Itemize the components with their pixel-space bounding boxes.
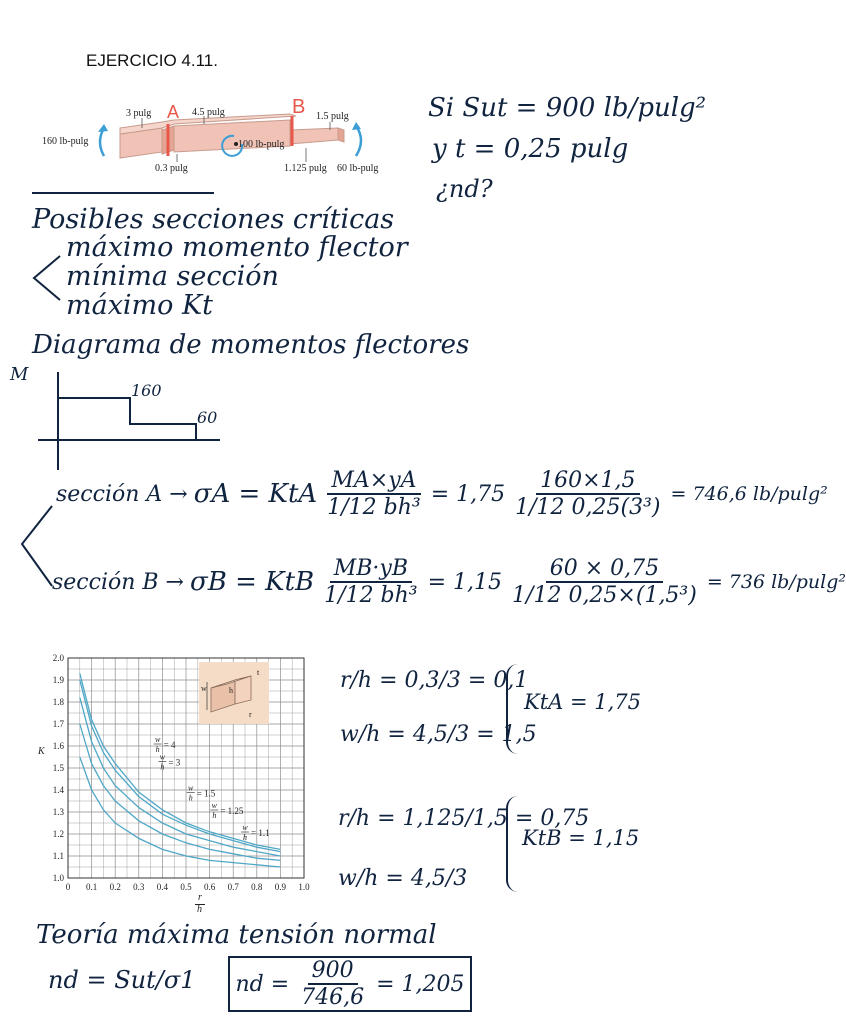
curve-label-w: w — [242, 823, 248, 832]
dim-1125pulg: 1.125 pulg — [284, 163, 327, 174]
curve-label-value: = 1.5 — [196, 788, 216, 799]
moment-axis-label: M — [10, 364, 29, 385]
x-tick-label: 0.8 — [251, 882, 263, 892]
x-tick-label: 0.1 — [85, 882, 98, 892]
inset-h: h — [229, 686, 233, 695]
label-a: A — [167, 102, 180, 122]
section-a-frac2: $\frac{160\times 1,5}{\text{1/12 0,25(3³)}}$ — [515, 468, 661, 520]
y-tick-label: 1.7 — [52, 719, 64, 729]
section-b-frac1: $\frac{MB\cdot yB}{\text{1/12 bh³}}$ — [324, 556, 418, 608]
divider — [32, 192, 214, 194]
kt-chart-svg — [34, 648, 316, 916]
critical-item-1: máximo momento flector — [66, 232, 408, 263]
page-title: EJERCICIO 4.11. — [86, 51, 218, 70]
kt-ylabel: K — [38, 746, 45, 757]
curve-label-h: h — [212, 811, 217, 820]
y-tick-label: 1.9 — [52, 675, 64, 685]
curve-label-h: h — [243, 833, 247, 842]
section-b-result: = 736 lb/pulg² — [706, 571, 846, 593]
y-tick-label: 1.4 — [52, 785, 64, 795]
load-left: 160 lb-pulg — [42, 136, 89, 147]
x-tick-label: 0.5 — [180, 882, 192, 892]
curve-label-h: h — [188, 793, 193, 803]
y-tick-label: 1.6 — [52, 741, 64, 751]
kt-a-value: KtA = 1,75 — [524, 690, 641, 714]
label-b: B — [292, 96, 306, 118]
x-tick-label: 1.0 — [298, 882, 310, 892]
curve-label-value: = 4 — [163, 740, 176, 750]
right-moment-arrow — [356, 126, 361, 156]
curve-label-w: w — [211, 801, 217, 810]
section-b-row — [52, 556, 846, 608]
section-a-label: sección A → — [56, 481, 188, 507]
section-a-result: = 746,6 lb/pulg² — [670, 483, 828, 505]
x-tick-label: 0 — [65, 882, 71, 892]
section-a-frac1: $\frac{MA\times yA}{\text{1/12 bh³}}$ — [327, 468, 421, 520]
y-tick-label: 1.2 — [52, 829, 64, 839]
critical-heading: Posibles secciones críticas — [32, 204, 395, 235]
section-a-eq1: = 1,75 — [430, 481, 506, 507]
kt-curve-3 — [80, 724, 281, 860]
ratio-a-wh: w/h = 4,5/3 = 1,5 — [340, 722, 537, 747]
x-tick-label: 0.9 — [274, 882, 287, 892]
kt-xlabel-den: h — [197, 904, 202, 915]
left-moment-arrow — [100, 128, 104, 156]
theory-result-frac: $\frac{900}{746,6}$ — [301, 958, 365, 1010]
section-a-lhs: σA = KtA — [193, 479, 318, 509]
kt-chart — [34, 648, 316, 916]
moment-diagram — [10, 364, 230, 474]
y-tick-label: 1.8 — [52, 697, 64, 707]
theory-heading: Teoría máxima tensión normal — [36, 920, 437, 950]
curve-label-w: w — [188, 783, 194, 793]
kt-b-value: KtB = 1,15 — [522, 826, 640, 850]
ratio-a-brace — [506, 664, 518, 754]
dim-03pulg: 0.3 pulg — [155, 163, 188, 174]
kt-xlabel-num: r — [198, 892, 202, 903]
y-tick-label: 2.0 — [52, 653, 64, 663]
curve-label-w: w — [155, 735, 161, 744]
curve-label-value: = 1.25 — [220, 806, 244, 816]
curve-label-h: h — [160, 762, 165, 772]
y-tick-label: 1.0 — [52, 873, 64, 883]
given-sut: Si Sut = 900 lb/pulg² — [428, 93, 707, 123]
moment-diagram-heading: Diagrama de momentos flectores — [32, 330, 470, 360]
section-b-label: sección B → — [52, 569, 184, 595]
inset-w: w — [201, 684, 207, 693]
inset-r: r — [249, 710, 252, 719]
bar-right-section — [290, 128, 338, 144]
y-tick-label: 1.1 — [52, 851, 64, 861]
curve-label-value: = 3 — [168, 757, 181, 768]
kt-chart-inset — [199, 662, 269, 724]
ratio-a-rh: r/h = 0,3/3 = 0,1 — [340, 668, 529, 693]
theory-result-box — [228, 956, 472, 1012]
x-tick-label: 0.2 — [109, 882, 121, 892]
curve-label-value: = 1.1 — [251, 828, 270, 838]
dim-15pulg: 1.5 pulg — [316, 111, 349, 122]
theory-result-value: = 1,205 — [376, 971, 465, 997]
x-tick-label: 0.4 — [156, 882, 169, 892]
curve-label-h: h — [155, 745, 160, 754]
inset-t: t — [257, 668, 260, 677]
ratio-b-rh: r/h = 1,125/1,5 = 0,75 — [338, 806, 590, 831]
x-tick-label: 0.7 — [227, 882, 239, 892]
section-b-eq1: = 1,15 — [427, 569, 503, 595]
x-tick-label: 0.3 — [133, 882, 145, 892]
part-figure — [34, 96, 384, 178]
section-a-row — [56, 468, 828, 520]
moment-level-60: 60 — [197, 408, 218, 427]
critical-item-2: mínima sección — [66, 261, 279, 292]
ratio-b-brace — [506, 796, 518, 892]
critical-bracket — [28, 250, 68, 305]
sections-bracket — [16, 500, 56, 595]
y-tick-label: 1.3 — [52, 807, 64, 817]
critical-item-3: máximo Kt — [66, 290, 214, 321]
dim-45pulg: 4.5 pulg — [192, 107, 225, 118]
given-t: y t = 0,25 pulg — [432, 134, 629, 164]
curve-label-w: w — [159, 752, 166, 762]
theory-nd-formula: nd = Sut/σ1 — [48, 966, 196, 994]
dim-3pulg: 3 pulg — [126, 108, 152, 119]
section-b-frac2: $\frac{60 \times 0,75}{\text{1/12 0,25×(1,5³)}}$ — [512, 556, 697, 608]
x-tick-label: 0.6 — [203, 882, 216, 892]
theory-result-label: nd = — [235, 971, 290, 997]
given-question: ¿nd? — [436, 175, 493, 203]
section-b-lhs: σB = KtB — [190, 567, 315, 597]
moment-level-160: 160 — [131, 381, 162, 400]
load-mid: 100 lb-pulg — [238, 139, 285, 150]
ratio-b-wh: w/h = 4,5/3 — [338, 866, 468, 891]
y-tick-label: 1.5 — [52, 763, 64, 773]
moment-step-line — [58, 398, 196, 440]
load-right: 60 lb-pulg — [337, 163, 379, 174]
